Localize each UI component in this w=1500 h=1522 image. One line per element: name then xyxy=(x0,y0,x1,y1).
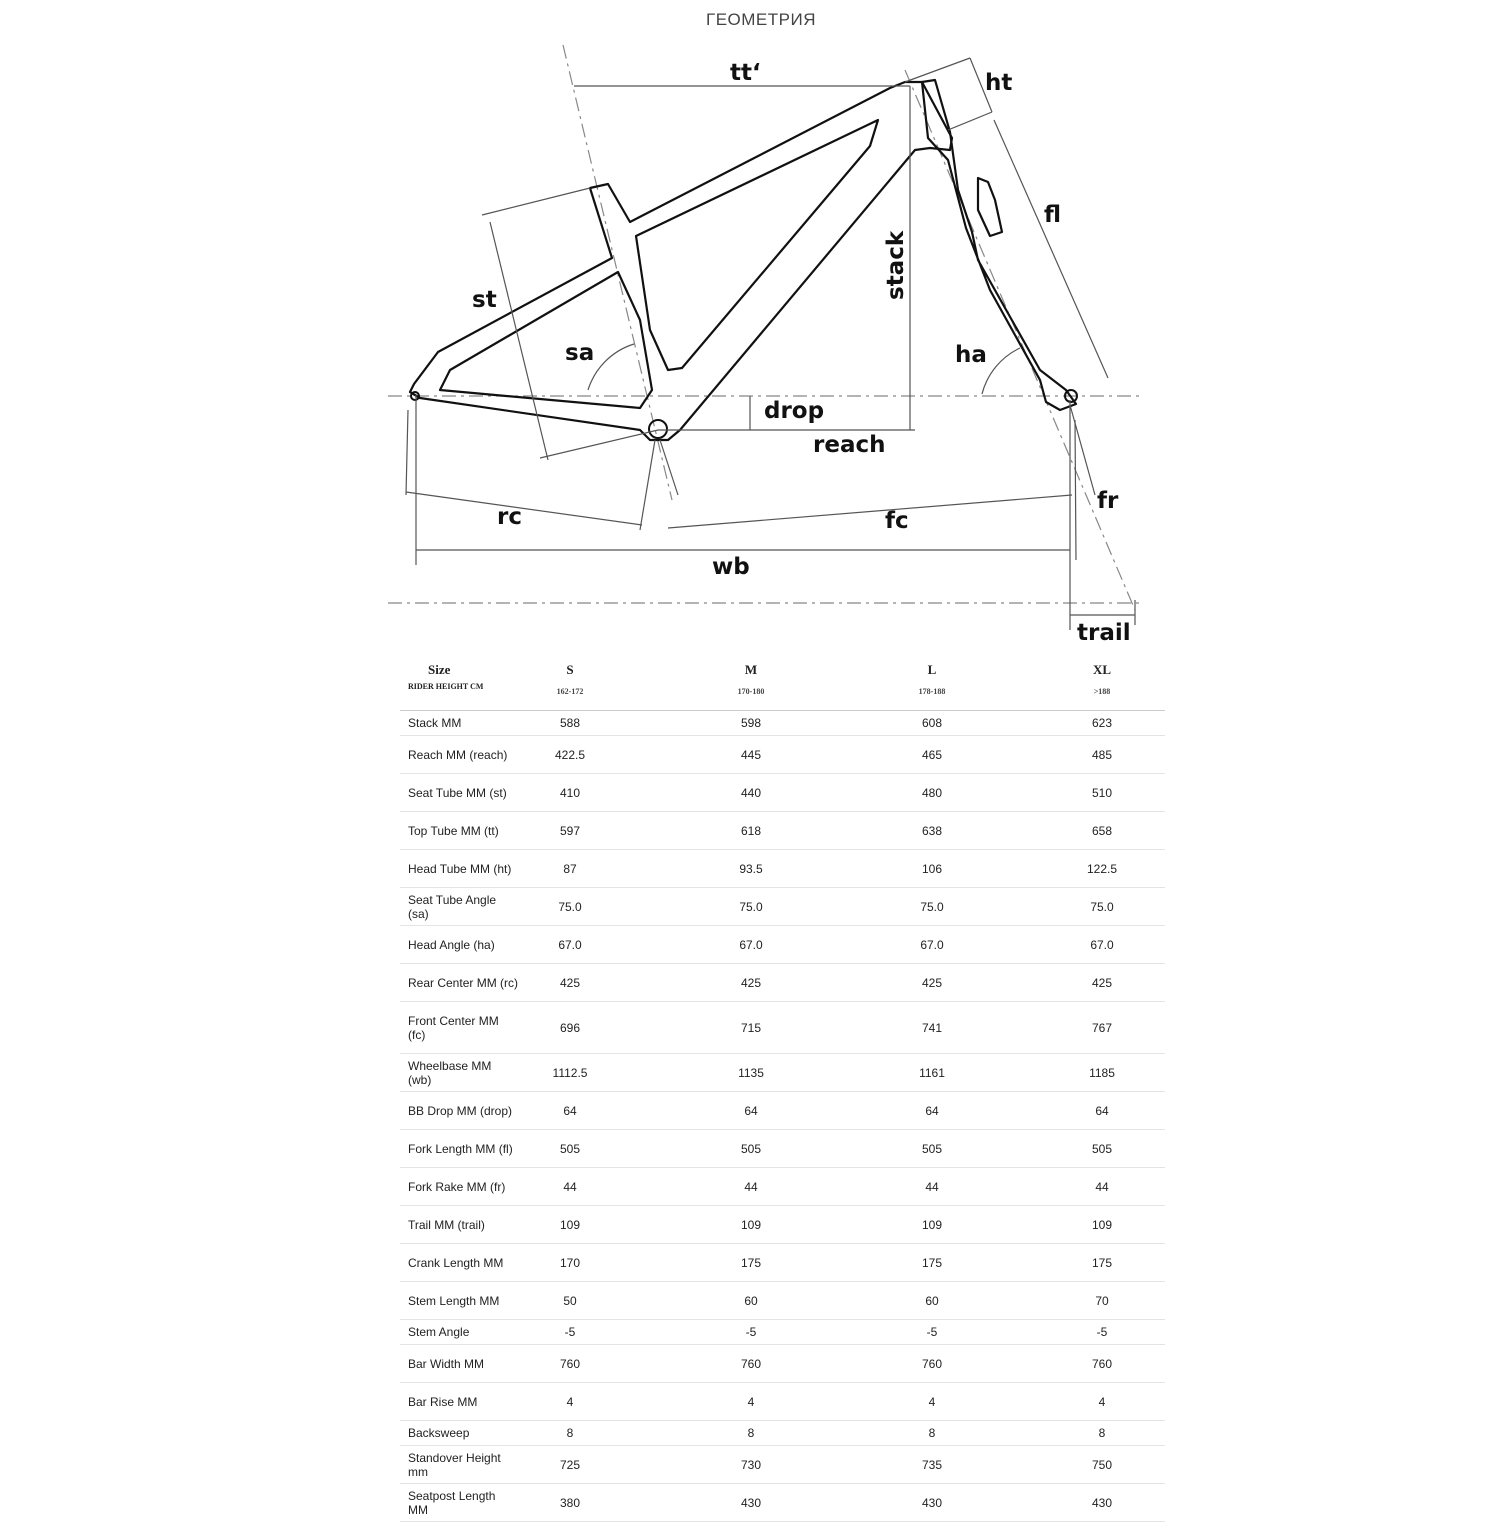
table-row xyxy=(400,1383,1165,1421)
label-ht: ht xyxy=(985,70,1013,96)
label-rc: rc xyxy=(497,504,522,530)
table-row xyxy=(400,888,1165,926)
row-value: 75.0 xyxy=(1090,899,1114,914)
row-value: 760 xyxy=(1091,1356,1113,1371)
row-value: -5 xyxy=(564,1325,576,1339)
row-label: Bar Rise MM xyxy=(408,1394,478,1409)
row-value: 175 xyxy=(921,1255,943,1270)
table-row xyxy=(400,1320,1165,1345)
table-row xyxy=(400,711,1165,736)
label-stack: stack xyxy=(883,230,909,300)
row-value: 75.0 xyxy=(739,899,763,914)
table-row xyxy=(400,1054,1165,1092)
size-header: Size xyxy=(428,662,451,677)
row-value: -5 xyxy=(1096,1325,1108,1339)
row-label: Stem Angle xyxy=(408,1325,470,1339)
row-label: BB Drop MM (drop) xyxy=(408,1103,513,1118)
row-value: 4 xyxy=(566,1394,574,1409)
table-row xyxy=(400,1092,1165,1130)
row-value: 422.5 xyxy=(554,747,586,762)
row-label: Seat Tube MM (st) xyxy=(408,785,507,800)
row-value: 658 xyxy=(1091,823,1113,838)
table-row xyxy=(400,926,1165,964)
row-label: Trail MM (trail) xyxy=(408,1217,485,1232)
row-value: 760 xyxy=(559,1356,581,1371)
bike-frame xyxy=(410,80,1077,440)
row-label: Fork Rake MM (fr) xyxy=(408,1179,506,1194)
row-value: 67.0 xyxy=(558,937,582,952)
row-value: 109 xyxy=(740,1217,762,1232)
table-row xyxy=(400,1421,1165,1446)
row-label: Fork Length MM (fl) xyxy=(408,1141,513,1156)
row-value: 75.0 xyxy=(920,899,944,914)
row-value: 8 xyxy=(928,1426,936,1440)
table-row xyxy=(400,812,1165,850)
label-st: st xyxy=(472,287,497,313)
row-value: 64 xyxy=(1095,1103,1109,1118)
row-value: 425 xyxy=(559,975,581,990)
row-value: 64 xyxy=(563,1103,577,1118)
row-label: Backsweep xyxy=(408,1426,470,1440)
row-value: 1135 xyxy=(738,1065,764,1080)
row-value: 505 xyxy=(1091,1141,1113,1156)
size-s-header: S xyxy=(566,662,574,677)
table-row xyxy=(400,1345,1165,1383)
table-row xyxy=(400,1244,1165,1282)
row-value: 598 xyxy=(740,716,762,730)
row-label: Seat Tube Angle (sa) xyxy=(408,892,497,921)
row-value: 93.5 xyxy=(739,861,763,876)
row-value: 715 xyxy=(740,1020,762,1035)
row-value: 623 xyxy=(1091,716,1113,730)
table-row xyxy=(400,774,1165,812)
frame-geometry-diagram xyxy=(0,0,1500,660)
rider-height-xl: >188 xyxy=(1093,687,1111,696)
table-row xyxy=(400,1002,1165,1054)
row-value: 175 xyxy=(740,1255,762,1270)
row-value: 767 xyxy=(1091,1020,1113,1035)
table-row xyxy=(400,964,1165,1002)
row-value: 122.5 xyxy=(1086,861,1118,876)
row-label: Reach MM (reach) xyxy=(408,747,508,762)
row-label: Stem Length MM xyxy=(408,1293,500,1308)
table-row xyxy=(400,1130,1165,1168)
row-value: 60 xyxy=(744,1293,758,1308)
row-value: 8 xyxy=(747,1426,755,1440)
label-fl: fl xyxy=(1044,202,1062,228)
row-value: 425 xyxy=(740,975,762,990)
row-value: 44 xyxy=(925,1179,939,1194)
row-value: 64 xyxy=(925,1103,939,1118)
row-value: 730 xyxy=(740,1457,762,1472)
row-value: 430 xyxy=(921,1495,943,1510)
row-value: 175 xyxy=(1091,1255,1113,1270)
row-value: 510 xyxy=(1091,785,1113,800)
row-value: 380 xyxy=(559,1495,581,1510)
row-value: -5 xyxy=(926,1325,938,1339)
label-tt: tt‘ xyxy=(730,60,761,86)
size-m-header: M xyxy=(744,662,758,677)
row-value: 430 xyxy=(740,1495,762,1510)
size-l-header: L xyxy=(927,662,937,677)
row-value: 8 xyxy=(566,1426,574,1440)
row-value: 741 xyxy=(921,1020,943,1035)
row-label: Head Tube MM (ht) xyxy=(408,861,512,876)
row-value: 410 xyxy=(559,785,581,800)
row-value: 696 xyxy=(559,1020,581,1035)
row-value: 70 xyxy=(1095,1293,1109,1308)
row-value: 67.0 xyxy=(739,937,763,952)
rider-height-header: RIDER HEIGHT CM xyxy=(408,682,484,691)
table-row xyxy=(400,736,1165,774)
row-value: 109 xyxy=(559,1217,581,1232)
row-value: 597 xyxy=(559,823,581,838)
row-value: 4 xyxy=(928,1394,936,1409)
row-value: 618 xyxy=(740,823,762,838)
row-value: 465 xyxy=(921,747,943,762)
row-value: 44 xyxy=(563,1179,577,1194)
row-value: 50 xyxy=(563,1293,577,1308)
row-label: Rear Center MM (rc) xyxy=(408,975,519,990)
label-trail: trail xyxy=(1077,620,1131,646)
label-sa: sa xyxy=(565,340,595,366)
row-label: Wheelbase MM (wb) xyxy=(408,1058,492,1087)
row-value: 4 xyxy=(747,1394,755,1409)
table-row xyxy=(400,850,1165,888)
rider-height-l: 178-188 xyxy=(918,687,946,696)
row-value: 8 xyxy=(1098,1426,1106,1440)
rider-height-m: 170-180 xyxy=(737,687,765,696)
row-value: 760 xyxy=(921,1356,943,1371)
row-value: 60 xyxy=(925,1293,939,1308)
row-value: 505 xyxy=(921,1141,943,1156)
row-value: 67.0 xyxy=(1090,937,1114,952)
row-value: 64 xyxy=(744,1103,758,1118)
table-row xyxy=(400,1168,1165,1206)
row-value: 750 xyxy=(1091,1457,1113,1472)
label-ha: ha xyxy=(955,342,987,368)
row-value: 725 xyxy=(559,1457,581,1472)
row-value: 87 xyxy=(563,861,577,876)
row-value: 4 xyxy=(1098,1394,1106,1409)
row-value: 505 xyxy=(740,1141,762,1156)
label-wb: wb xyxy=(712,554,750,580)
row-value: 75.0 xyxy=(558,899,582,914)
row-label: Stack MM xyxy=(408,716,462,730)
row-value: 638 xyxy=(921,823,943,838)
row-value: 106 xyxy=(921,861,943,876)
table-row xyxy=(400,1206,1165,1244)
rider-height-s: 162-172 xyxy=(556,687,584,696)
row-value: 505 xyxy=(559,1141,581,1156)
row-label: Seatpost Length MM xyxy=(408,1488,496,1517)
table-header xyxy=(400,658,1165,711)
row-value: 1161 xyxy=(919,1065,945,1080)
row-value: 608 xyxy=(921,716,943,730)
row-value: 760 xyxy=(740,1356,762,1371)
row-label: Bar Width MM xyxy=(408,1356,485,1371)
geometry-table xyxy=(400,658,1165,1522)
row-label: Top Tube MM (tt) xyxy=(408,823,499,838)
table-row xyxy=(400,1282,1165,1320)
row-value: 109 xyxy=(921,1217,943,1232)
row-label: Standover Height mm xyxy=(408,1450,501,1479)
row-value: 67.0 xyxy=(920,937,944,952)
page-title: ГЕОМЕТРИЯ xyxy=(706,10,816,29)
label-reach: reach xyxy=(813,432,886,458)
row-value: 430 xyxy=(1091,1495,1113,1510)
row-label: Front Center MM (fc) xyxy=(408,1013,499,1042)
size-xl-header: XL xyxy=(1092,662,1112,677)
label-fc: fc xyxy=(885,508,909,534)
table-row xyxy=(400,1446,1165,1484)
label-drop: drop xyxy=(764,398,825,424)
row-value: 425 xyxy=(1091,975,1113,990)
row-value: 170 xyxy=(559,1255,581,1270)
row-value: 588 xyxy=(559,716,581,730)
row-value: 44 xyxy=(744,1179,758,1194)
row-value: 445 xyxy=(740,747,762,762)
row-value: 425 xyxy=(921,975,943,990)
row-value: 735 xyxy=(921,1457,943,1472)
table-row xyxy=(400,1484,1165,1522)
row-value: -5 xyxy=(745,1325,757,1339)
row-value: 440 xyxy=(740,785,762,800)
row-value: 1185 xyxy=(1089,1065,1115,1080)
row-value: 44 xyxy=(1095,1179,1109,1194)
row-label: Crank Length MM xyxy=(408,1255,504,1270)
label-fr: fr xyxy=(1097,488,1119,514)
row-value: 485 xyxy=(1091,747,1113,762)
row-value: 480 xyxy=(921,785,943,800)
table-body xyxy=(400,711,1165,1522)
row-value: 1112.5 xyxy=(552,1065,588,1080)
row-label: Head Angle (ha) xyxy=(408,937,495,952)
row-value: 109 xyxy=(1091,1217,1113,1232)
